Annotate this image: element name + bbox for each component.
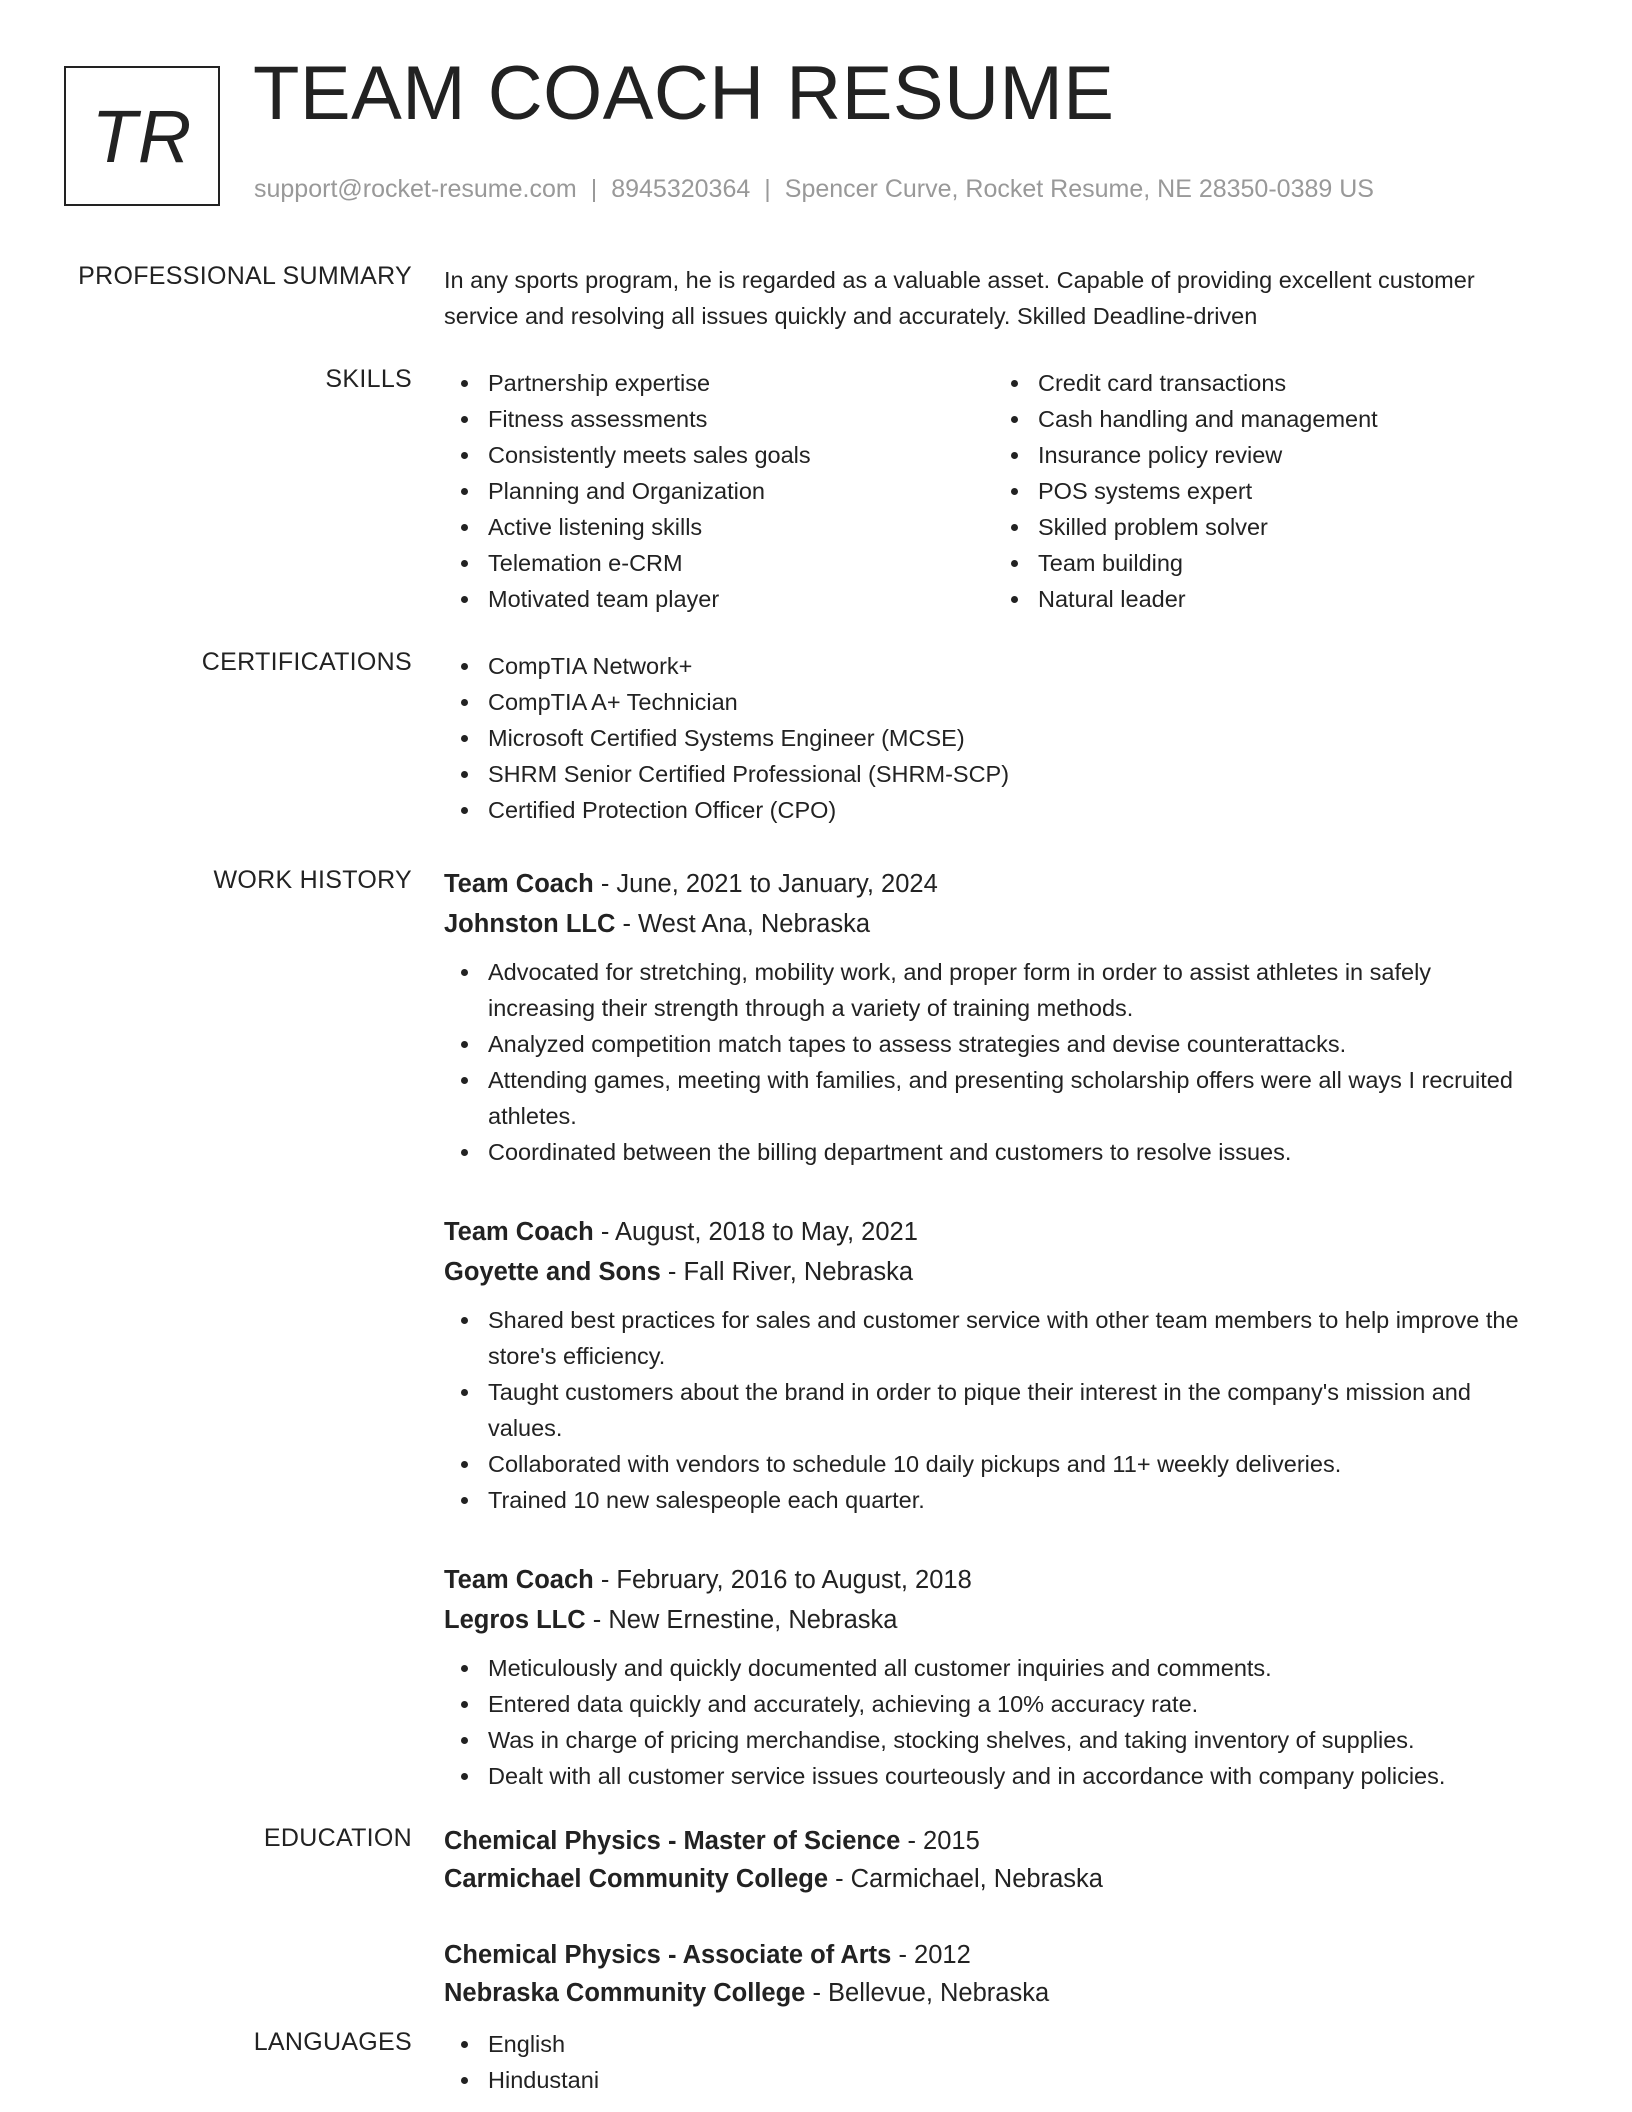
list-item: Was in charge of pricing merchandise, stocking shelves, and taking inventory of supplies. bbox=[488, 1722, 1544, 1758]
summary-text: In any sports program, he is regarded as a valuable asset. Capable of providing excellent customer service and resolving all issues quickly and accurately. Skilled Deadline-driven bbox=[444, 267, 1475, 329]
resume-title: TEAM COACH RESUME bbox=[253, 51, 1115, 136]
list-item: Natural leader bbox=[1038, 581, 1544, 617]
list-item: SHRM Senior Certified Professional (SHRM-SCP) bbox=[488, 756, 1544, 792]
list-item: CompTIA Network+ bbox=[488, 648, 1544, 684]
list-item: CompTIA A+ Technician bbox=[488, 684, 1544, 720]
school: Carmichael Community College bbox=[444, 1865, 829, 1893]
list-item: Certified Protection Officer (CPO) bbox=[488, 792, 1544, 828]
list-item: Coordinated between the billing department and customers to resolve issues. bbox=[488, 1134, 1544, 1170]
job-location: - West Ana, Nebraska bbox=[615, 910, 871, 938]
degree-line bbox=[444, 1936, 1544, 1974]
list-item: Motivated team player bbox=[488, 581, 994, 617]
job-role: Team Coach bbox=[444, 870, 594, 898]
separator: | bbox=[590, 175, 598, 203]
job-entry bbox=[444, 1212, 1544, 1518]
list-item: Active listening skills bbox=[488, 509, 994, 545]
list-item: Credit card transactions bbox=[1038, 365, 1544, 401]
job-bullets bbox=[444, 1650, 1544, 1794]
list-item: Partnership expertise bbox=[488, 365, 994, 401]
job-dates: - February, 2016 to August, 2018 bbox=[593, 1566, 972, 1594]
degree: Chemical Physics - Associate of Arts bbox=[444, 1941, 892, 1969]
skills-list-left bbox=[444, 365, 994, 617]
list-item: Skilled problem solver bbox=[1038, 509, 1544, 545]
job-title-line bbox=[444, 1560, 1544, 1600]
monogram-logo: TR bbox=[64, 66, 220, 206]
list-item: Cash handling and management bbox=[1038, 401, 1544, 437]
certifications-list bbox=[444, 648, 1544, 828]
contact-phone[interactable]: 8945320364 bbox=[611, 175, 751, 203]
list-item: Fitness assessments bbox=[488, 401, 994, 437]
school-location: - Carmichael, Nebraska bbox=[828, 1865, 1103, 1893]
job-dates: - June, 2021 to January, 2024 bbox=[593, 870, 938, 898]
languages-body bbox=[444, 2026, 1544, 2098]
job-company: Goyette and Sons bbox=[444, 1258, 661, 1286]
degree-year: - 2015 bbox=[900, 1827, 980, 1855]
job-title-line bbox=[444, 864, 1544, 904]
list-item: Insurance policy review bbox=[1038, 437, 1544, 473]
job-location: - Fall River, Nebraska bbox=[660, 1258, 914, 1286]
job-bullets bbox=[444, 1302, 1544, 1518]
list-item: Hindustani bbox=[488, 2062, 1544, 2098]
school: Nebraska Community College bbox=[444, 1979, 806, 2007]
list-item: Collaborated with vendors to schedule 10 daily pickups and 11+ weekly deliveries. bbox=[488, 1446, 1544, 1482]
job-company: Legros LLC bbox=[444, 1606, 586, 1634]
section-title-summary: PROFESSIONAL SUMMARY bbox=[78, 262, 412, 290]
contact-email[interactable]: support@rocket-resume.com bbox=[254, 175, 577, 203]
education-entry bbox=[444, 1822, 1544, 1898]
list-item: Microsoft Certified Systems Engineer (MCSE) bbox=[488, 720, 1544, 756]
separator: | bbox=[764, 175, 771, 203]
list-item: English bbox=[488, 2026, 1544, 2062]
work-history-body bbox=[444, 864, 1544, 1836]
list-item: Advocated for stretching, mobility work, and proper form in order to assist athletes in safely increasing their strength through a variety of training methods. bbox=[488, 954, 1544, 1026]
job-role: Team Coach bbox=[444, 1218, 594, 1246]
list-item: Meticulously and quickly documented all customer inquiries and comments. bbox=[488, 1650, 1544, 1686]
job-title-line bbox=[444, 1212, 1544, 1252]
section-title-skills: SKILLS bbox=[325, 365, 412, 393]
school-line bbox=[444, 1974, 1544, 2012]
job-entry bbox=[444, 864, 1544, 1170]
job-company: Johnston LLC bbox=[444, 910, 616, 938]
list-item: POS systems expert bbox=[1038, 473, 1544, 509]
degree-year: - 2012 bbox=[891, 1941, 971, 1969]
list-item: Taught customers about the brand in order to pique their interest in the company's mission and values. bbox=[488, 1374, 1544, 1446]
certifications-body bbox=[444, 648, 1544, 828]
job-location: - New Ernestine, Nebraska bbox=[585, 1606, 898, 1634]
section-title-languages: LANGUAGES bbox=[253, 2028, 412, 2056]
section-title-work-history: WORK HISTORY bbox=[213, 866, 412, 894]
job-entry bbox=[444, 1560, 1544, 1794]
degree: Chemical Physics - Master of Science bbox=[444, 1827, 901, 1855]
section-title-education: EDUCATION bbox=[263, 1824, 412, 1852]
list-item: Attending games, meeting with families, and presenting scholarship offers were all ways I recruited athletes. bbox=[488, 1062, 1544, 1134]
school-line bbox=[444, 1860, 1544, 1898]
list-item: Dealt with all customer service issues courteously and in accordance with company policies. bbox=[488, 1758, 1544, 1794]
contact-address: Spencer Curve, Rocket Resume, NE 28350-0389 US bbox=[784, 175, 1374, 203]
skills-columns bbox=[444, 365, 1544, 617]
list-item: Shared best practices for sales and customer service with other team members to help improve the store's efficiency. bbox=[488, 1302, 1544, 1374]
education-entry bbox=[444, 1936, 1544, 2012]
list-item: Consistently meets sales goals bbox=[488, 437, 994, 473]
section-title-certifications: CERTIFICATIONS bbox=[201, 648, 412, 676]
list-item: Trained 10 new salespeople each quarter. bbox=[488, 1482, 1544, 1518]
degree-line bbox=[444, 1822, 1544, 1860]
job-role: Team Coach bbox=[444, 1566, 594, 1594]
list-item: Team building bbox=[1038, 545, 1544, 581]
list-item: Telemation e-CRM bbox=[488, 545, 994, 581]
education-body bbox=[444, 1822, 1544, 2050]
list-item: Entered data quickly and accurately, achieving a 10% accuracy rate. bbox=[488, 1686, 1544, 1722]
contact-line bbox=[254, 175, 1374, 204]
languages-list bbox=[444, 2026, 1544, 2098]
job-dates: - August, 2018 to May, 2021 bbox=[593, 1218, 918, 1246]
school-location: - Bellevue, Nebraska bbox=[805, 1979, 1050, 2007]
job-company-line bbox=[444, 1252, 1544, 1292]
list-item: Planning and Organization bbox=[488, 473, 994, 509]
job-company-line bbox=[444, 1600, 1544, 1640]
skills-list-right bbox=[994, 365, 1544, 617]
list-item: Analyzed competition match tapes to assess strategies and devise counterattacks. bbox=[488, 1026, 1544, 1062]
job-bullets bbox=[444, 954, 1544, 1170]
job-company-line bbox=[444, 904, 1544, 944]
